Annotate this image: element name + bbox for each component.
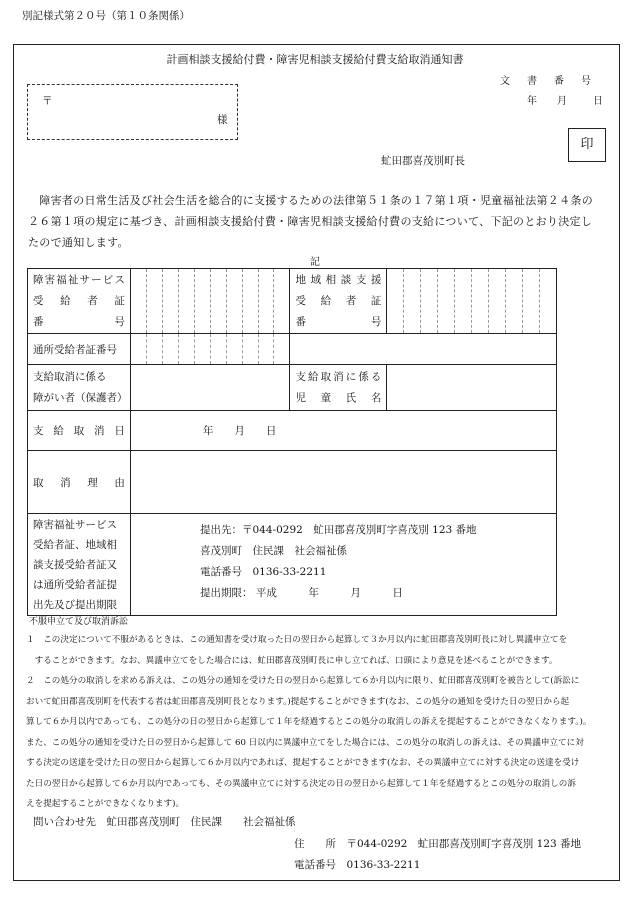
body-line: 障害者の日常生活及び社会生活を総合的に支援するための法律第５１条の１７第１項・児童福祉法第２４条の — [28, 194, 593, 207]
day-cert-label: 通所受給者証番号 — [28, 334, 131, 365]
note-line: また、この処分の通知を受けた日の翌日から起算して 60 日以内に異議申立てをした場合には、この処分の取消しの訴えは、その異議申立てに対 — [26, 737, 584, 748]
note-line: 算して６か月以内であっても、この処分の日の翌日から起算して１年を経過するとこの処分の取消しの訴えを提起することができなくなります。)。 — [26, 717, 592, 727]
service-cert-label: 障害福祉サービス 受 給 者 証 番 号 — [28, 269, 131, 334]
submission-line: 提出期限： 平成 年 月 日 — [200, 587, 403, 599]
cancel-person-label: 支給取消に係る 障がい者（保護者） — [28, 365, 131, 411]
form-number: 別記様式第２０号（第１０条関係） — [22, 10, 190, 22]
recipient-address-box — [27, 84, 238, 140]
seal-box: 印 — [568, 128, 606, 162]
blank-cell — [290, 334, 557, 365]
child-name-field[interactable] — [387, 365, 557, 411]
submission-line: 電話番号 0136-33-2211 — [200, 566, 327, 578]
note-line: た日の翌日から起算して６か月以内であっても、その異議申立てに対する決定の日の翌日から起算して１年を経過するとこの処分の取消しの訴 — [26, 778, 576, 789]
inquiry-address: 住 所 〒044-0292 虻田郡喜茂別町字喜茂別 123 番地 — [294, 838, 582, 850]
submission-line: 提出先：〒044-0292 虻田郡喜茂別町字喜茂別 123 番地 — [200, 524, 477, 536]
issue-date-labels: 年 月 日 — [527, 96, 603, 107]
body-line: たので通知します。 — [28, 236, 129, 249]
community-cert-label: 地域相談支援 受 給 者 証 番 号 — [290, 269, 387, 334]
note-line: えを提起することができなくなります)。 — [26, 799, 185, 809]
submission-line: 喜茂別町 住民課 社会福祉係 — [200, 545, 347, 557]
inquiry-phone: 電話番号 0136-33-2211 — [294, 859, 421, 871]
note-line: する決定の送達を受けた日の翌日から起算して６か月以内であれば、提起することができます(なお、その異議申立てに対する決定の送達を受け — [26, 758, 580, 768]
document-title: 計画相談支援給付費・障害児相談支援給付費支給取消通知書 — [166, 53, 464, 66]
cancel-date-value: 年 月 日 — [202, 425, 277, 437]
inquiry-contact: 問い合わせ先 虻田郡喜茂別町 住民課 社会福祉係 — [33, 816, 296, 828]
postal-mark: 〒 — [42, 95, 53, 107]
day-cert-number-field[interactable] — [130, 334, 290, 365]
notes-heading: 不服申立て及び取消訴訟 — [29, 617, 129, 627]
cancel-date-label: 支給取消日 — [28, 411, 131, 451]
ki-heading: 記 — [310, 257, 320, 268]
issuer-name: 虻田郡喜茂別町長 — [381, 155, 465, 167]
cancel-date-field[interactable] — [130, 411, 556, 451]
note-line: することができます。なお、異議申立てをした場合には、虻田郡喜茂別町長に申し立てれば、口頭により意見を述べることができます。 — [26, 655, 558, 666]
cancel-person-field[interactable] — [130, 365, 290, 411]
recipient-honorific: 様 — [217, 114, 228, 126]
reason-label: 取消理由 — [28, 451, 131, 514]
community-cert-number-field[interactable] — [387, 269, 557, 334]
service-cert-number-field[interactable] — [130, 269, 290, 334]
body-line: ２６第１項の規定に基づき、計画相談支援給付費・障害児相談支援給付費の支給について、下記のとおり決定し — [28, 215, 593, 228]
notice-body — [28, 190, 608, 253]
note-line: ２ この処分の取消しを求める訴えは、この処分の通知を受けた日の翌日から起算して６か月以内に限り、虻田郡喜茂別町を被告として(訴訟に — [26, 676, 580, 686]
child-name-label: 支給取消に係る 児 童 氏 名 — [290, 365, 387, 411]
note-line: １ この決定について不服があるときは、この通知書を受け取った日の翌日から起算して３か月以内に虻田郡喜茂別町長に対し異議申立てを — [26, 635, 568, 645]
note-line: おいて虻田郡喜茂別町を代表する者は虻田郡喜茂別町長となります。)提起することができます(なお、この処分の通知を受けた日の翌日から起 — [26, 696, 570, 707]
submission-label: 障害福祉サービス 受給者証、地域相 談支援受給者証又 は通所受給者証提 出先及び提出期限 — [28, 514, 131, 616]
appeal-notes — [26, 630, 616, 815]
submission-details — [200, 520, 477, 604]
reason-field[interactable] — [130, 451, 556, 514]
document-number-label: 文書番号 — [500, 76, 608, 87]
